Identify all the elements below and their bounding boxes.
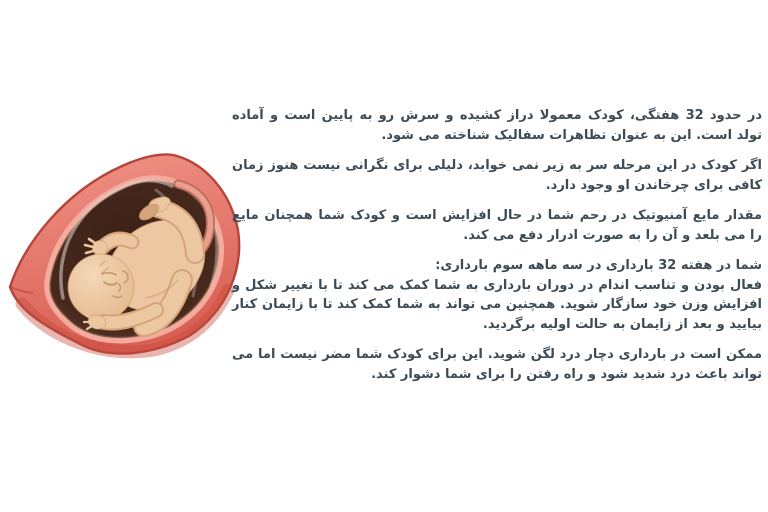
fetus-in-womb-illustration: [6, 148, 242, 362]
fetus-head: [68, 254, 134, 320]
paragraph-trimester-fitness: [232, 256, 762, 334]
paragraph-fitness-body: فعال بودن و تناسب اندام در دوران بارداری به شما کمک می کند تا با تغییر شکل و افزایش وزن خود سازگار شوید. همچنین می تواند به شما کمک کند تا با زایمان کنار بیایید و بعد از زایمان به حالت اولیه برگردید.: [232, 277, 762, 332]
paragraph-pelvic-pain: ممکن است در بارداری دچار درد لگن شوید. این برای کودک شما مضر نیست اما می تواند باعث درد شدید شود و راه رفتن را برای شما دشوار کند.: [232, 347, 762, 382]
paragraph-turning-time: اگر کودک در این مرحله سر به زیر نمی خوابد، دلیلی برای نگرانی نیست هنوز زمان کافی برای چرخاندن او وجود دارد.: [232, 158, 762, 193]
paragraph-head-position: در حدود 32 هفتگی، کودک معمولا دراز کشیده و سرش رو به پایین است و آماده تولد است. این به عنوان تظاهرات سفالیک شناخته می شود.: [232, 108, 762, 143]
heading-week-32: شما در هفته 32 بارداری در سه ماهه سوم بارداری:: [435, 258, 762, 273]
paragraph-amniotic-fluid: مقدار مایع آمنیوتیک در رحم شما در حال افزایش است و کودک شما همچنان مایع را می بلعد و آن را به صورت ادرار دفع می کند.: [232, 208, 762, 243]
text-column: [232, 106, 762, 384]
